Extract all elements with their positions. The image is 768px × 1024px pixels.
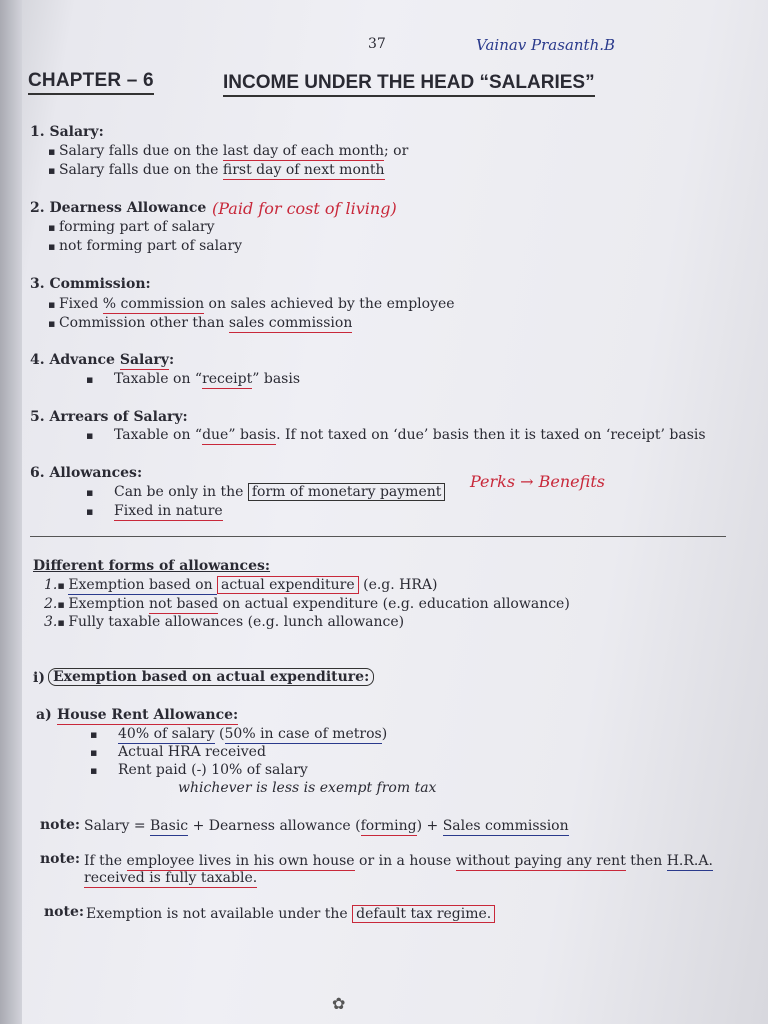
salary-bullet-1 bbox=[48, 143, 408, 159]
note1-text bbox=[84, 818, 569, 834]
note1-label: note: bbox=[40, 817, 81, 833]
text: 4. Advance bbox=[30, 352, 120, 368]
hand-number: 1. bbox=[44, 577, 58, 593]
hra-label: a) bbox=[36, 707, 52, 723]
note2-label: note: bbox=[40, 851, 81, 867]
hra-bullet-3: ▪ Rent paid (-) 10% of salary bbox=[90, 762, 308, 778]
text: or in a house bbox=[354, 853, 456, 869]
text: Salary = bbox=[84, 818, 150, 834]
note3-label: note: bbox=[44, 904, 85, 920]
forms-item-3 bbox=[44, 614, 404, 630]
underlined-text: not based bbox=[148, 596, 219, 612]
salary-bullet-2 bbox=[48, 162, 385, 178]
hand-number: 2. bbox=[44, 596, 58, 612]
underlined-text: forming bbox=[360, 818, 417, 834]
underlined-text: receipt bbox=[202, 371, 253, 387]
text: then bbox=[625, 853, 667, 869]
text: ” basis bbox=[252, 371, 301, 387]
exemption-label: i) bbox=[33, 670, 45, 686]
forms-item-2 bbox=[44, 596, 570, 612]
underlined-text: employee lives in his own house bbox=[126, 853, 355, 869]
underlined-text: Exemption based on bbox=[68, 577, 218, 593]
text: Salary falls due on the bbox=[58, 143, 223, 159]
underlined-text: Salary bbox=[119, 352, 169, 368]
text: . If not taxed on ‘due’ basis then it is taxed on ‘receipt’ basis bbox=[276, 427, 706, 443]
underlined-text: Fixed in nature bbox=[114, 503, 223, 519]
text: ; or bbox=[384, 143, 409, 159]
underlined-text: first day of next month bbox=[222, 162, 385, 178]
forms-heading: Different forms of allowances: bbox=[33, 558, 271, 574]
hra-heading: House Rent Allowance: bbox=[57, 707, 239, 723]
allowances-handwritten-note: Perks → Benefits bbox=[470, 472, 605, 491]
text: Taxable on “ bbox=[114, 427, 203, 443]
hra-bullet-2: ▪ Actual HRA received bbox=[90, 744, 266, 760]
section-commission-heading: 3. Commission: bbox=[30, 276, 151, 292]
text: + Dearness allowance ( bbox=[188, 818, 361, 834]
da-bullet-1: ▪ forming part of salary bbox=[48, 219, 215, 235]
underlined-text: without paying any rent bbox=[455, 853, 626, 869]
arrears-bullet-1 bbox=[86, 427, 706, 443]
allowances-bullet-2 bbox=[86, 503, 223, 519]
section-advance-heading bbox=[30, 352, 174, 368]
exemption-heading: Exemption based on actual expenditure: bbox=[48, 668, 374, 686]
text: on actual expenditure (e.g. education allowance) bbox=[218, 596, 570, 612]
boxed-text: actual expenditure bbox=[217, 576, 359, 594]
author-signature: Vainav Prasanth.B bbox=[476, 36, 616, 54]
note3-text bbox=[86, 906, 495, 922]
underlined-text: sales commission bbox=[228, 315, 353, 331]
section-divider bbox=[30, 536, 726, 537]
text: (e.g. HRA) bbox=[358, 577, 438, 593]
text: ( bbox=[214, 726, 225, 742]
boxed-text: default tax regime. bbox=[352, 905, 495, 923]
allowances-bullet-1 bbox=[86, 484, 445, 500]
text: Salary falls due on the bbox=[58, 162, 223, 178]
page-binding bbox=[0, 0, 22, 1024]
text: Commission other than bbox=[58, 315, 229, 331]
commission-bullet-1 bbox=[48, 296, 455, 312]
underlined-text: 40% of salary bbox=[118, 726, 215, 742]
underlined-text: 50% in case of metros bbox=[224, 726, 382, 742]
text: Exemption is not available under the bbox=[86, 906, 353, 922]
section-allowances-heading: 6. Allowances: bbox=[30, 465, 143, 481]
commission-bullet-2 bbox=[48, 315, 352, 331]
text: ) bbox=[381, 726, 388, 742]
decorative-mark-icon: ✿ bbox=[332, 994, 346, 1013]
underlined-text: last day of each month bbox=[222, 143, 384, 159]
text: Can be only in the bbox=[114, 484, 248, 500]
section-salary-heading: 1. Salary: bbox=[30, 124, 104, 140]
hand-number: 3. bbox=[44, 614, 58, 630]
underlined-text: H.R.A. bbox=[666, 853, 713, 869]
text: ) + bbox=[416, 818, 443, 834]
chapter-title: INCOME UNDER THE HEAD “SALARIES” bbox=[223, 72, 595, 97]
text: : bbox=[168, 352, 175, 368]
note2-text bbox=[84, 853, 713, 869]
da-handwritten-note: (Paid for cost of living) bbox=[212, 199, 397, 218]
advance-bullet-1 bbox=[86, 371, 300, 387]
page-number: 37 bbox=[368, 36, 386, 52]
text: Fully taxable allowances (e.g. lunch allowance) bbox=[68, 614, 405, 630]
boxed-text: form of monetary payment bbox=[248, 483, 446, 501]
text: Taxable on “ bbox=[114, 371, 203, 387]
underlined-text: % commission bbox=[102, 296, 205, 312]
hra-whichever-less: whichever is less is exempt from tax bbox=[178, 780, 437, 796]
forms-item-1 bbox=[44, 577, 438, 593]
section-da-heading: 2. Dearness Allowance bbox=[30, 200, 207, 216]
hra-bullet-1 bbox=[90, 726, 387, 742]
underlined-text: received is fully taxable. bbox=[84, 870, 258, 886]
da-bullet-2: ▪ not forming part of salary bbox=[48, 238, 242, 254]
text: If the bbox=[84, 853, 127, 869]
text: on sales achieved by the employee bbox=[204, 296, 455, 312]
underlined-text: Sales commission bbox=[442, 818, 569, 834]
section-arrears-heading: 5. Arrears of Salary: bbox=[30, 409, 188, 425]
text: Fixed bbox=[58, 296, 103, 312]
chapter-number: CHAPTER – 6 bbox=[28, 70, 154, 95]
note2-line2 bbox=[84, 870, 257, 886]
underlined-text: due” basis bbox=[202, 427, 277, 443]
text: Exemption bbox=[68, 596, 149, 612]
underlined-text: Basic bbox=[150, 818, 189, 834]
